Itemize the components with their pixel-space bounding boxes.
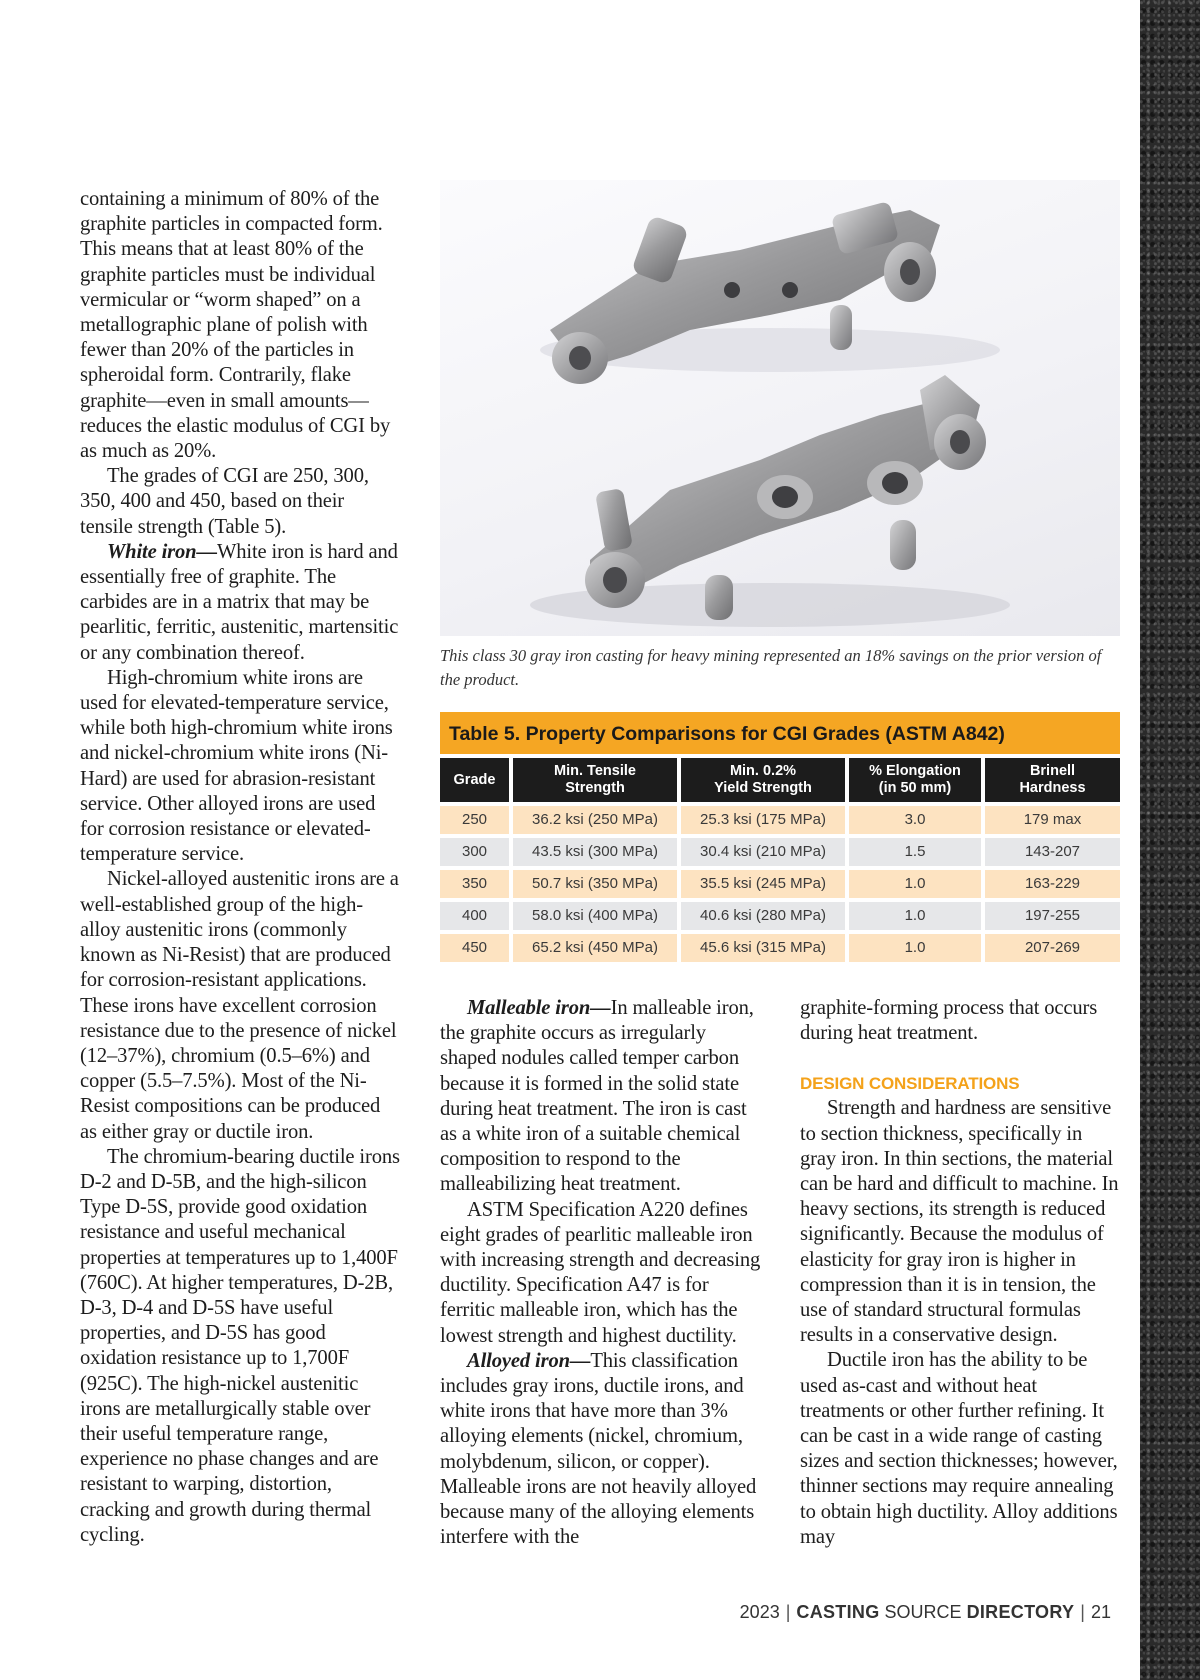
- footer-pub-directory: DIRECTORY: [966, 1602, 1075, 1622]
- paragraph-malleable-iron: Malleable iron—In malleable iron, the graphite occurs as irregularly shaped nodules called temper carbon because it is formed in the solid state during heat treatment. The iron is cast as a white iron of a suitable chemical composition to respond to the malleabilizing heat treatment.: [440, 997, 754, 1196]
- table-cell: 40.6 ksi (280 MPa): [681, 902, 845, 930]
- granite-page-edge: [1140, 0, 1200, 1680]
- gray-iron-casting-image: [440, 180, 1120, 636]
- table-cell: 179 max: [985, 806, 1120, 834]
- column-header-grade: Grade: [440, 758, 509, 802]
- footer-year: 2023: [739, 1602, 780, 1622]
- table-cell: 350: [440, 870, 509, 898]
- table-cell: 3.0: [849, 806, 981, 834]
- property-comparison-table: [440, 712, 1120, 962]
- paragraph: The chromium-bearing ductile irons D-2 and D-5B, and the high-silicon Type D-5S, provide good oxidation resistance and useful mechanical properties at temperatures up to 1,400F (760C). At higher temperatures, D-2B, D-3, D-4 and D-5S have useful properties, and D-5S has good oxidation resistance up to 1,700F (925C). The high-nickel austenitic irons are metallurgically stable over their useful temperature range, experience no phase changes and are resistant to warping, distortion, cracking and growth during thermal cycling.: [80, 1145, 400, 1546]
- footer-pub-source: SOURCE: [884, 1602, 962, 1622]
- table-cell: 163-229: [985, 870, 1120, 898]
- text-column-left: [80, 187, 400, 1548]
- paragraph: ASTM Specification A220 defines eight grades of pearlitic malleable iron with increasing strength and decreasing ductility. Specification A47 is for ferritic malleable iron, which has the lowest strength and highest ductility.: [440, 1198, 761, 1347]
- paragraph: Nickel-alloyed austenitic irons are a well-established group of the high-alloy austenitic irons (commonly known as Ni-Resist) that are produced for corrosion-resistant applications. These irons have excellent corrosion resistance due to the presence of nickel (12–37%), chromium (0.5–6%) and copper (5.5–7.5%). Most of the Ni-Resist compositions can be produced as either gray or ductile iron.: [80, 868, 399, 1143]
- text-column-right: [800, 996, 1122, 1550]
- page-footer: 2023 | CASTING SOURCE DIRECTORY | 21: [739, 1602, 1111, 1622]
- column-header-yield: Min. 0.2% Yield Strength: [681, 758, 845, 802]
- run-in-heading: White iron—: [107, 540, 217, 563]
- paragraph: Ductile iron has the ability to be used as-cast and without heat treatments or other further refining. It can be cast in a wide range of casting sizes and section thicknesses; however, thinner sections may require annealing to obtain high ductility. Alloy additions may: [800, 1349, 1118, 1548]
- table-cell: 43.5 ksi (300 MPa): [513, 838, 677, 866]
- table-cell: 65.2 ksi (450 MPa): [513, 934, 677, 962]
- column-header-elongation: % Elongation (in 50 mm): [849, 758, 981, 802]
- paragraph-white-iron: White iron—White iron is hard and essentially free of graphite. The carbides are in a matrix that may be pearlitic, ferritic, austenitic, martensitic or any combination thereof.: [80, 540, 399, 664]
- table-cell: 450: [440, 934, 509, 962]
- paragraph-alloyed-iron: Alloyed iron—This classification includes gray irons, ductile irons, and white irons that have more than 3% alloying elements (nickel, chromium, molybdenum, silicon, or copper). Malleable irons are not heavily alloyed because many of the alloying elements interfere with the: [440, 1349, 757, 1549]
- table-cell: 1.0: [849, 870, 981, 898]
- run-in-heading: Alloyed iron—: [467, 1349, 591, 1372]
- table-cell: 30.4 ksi (210 MPa): [681, 838, 845, 866]
- table-cell: 50.7 ksi (350 MPa): [513, 870, 677, 898]
- footer-pub-casting: CASTING: [796, 1602, 880, 1622]
- table-cell: 207-269: [985, 934, 1120, 962]
- column-header-hardness: Brinell Hardness: [985, 758, 1120, 802]
- table-cell: 35.5 ksi (245 MPa): [681, 870, 845, 898]
- paragraph: graphite-forming process that occurs during heat treatment.: [800, 997, 1098, 1045]
- page-number: 21: [1090, 1602, 1111, 1622]
- table-cell: 1.0: [849, 902, 981, 930]
- casting-photo: [440, 180, 1120, 636]
- table-cell: 300: [440, 838, 509, 866]
- table-cell: 250: [440, 806, 509, 834]
- table-cell: 25.3 ksi (175 MPa): [681, 806, 845, 834]
- paragraph: Strength and hardness are sensitive to section thickness, specifically in gray iron. In thin sections, the material can be hard and difficult to machine. In heavy sections, its strength is reduced significantly. Because the modulus of elasticity for gray iron is higher in compression than it is in tension, the use of standard structural formulas results in a conservative design.: [800, 1097, 1119, 1347]
- table-cell: 1.5: [849, 838, 981, 866]
- table-cell: 197-255: [985, 902, 1120, 930]
- table-cell: 36.2 ksi (250 MPa): [513, 806, 677, 834]
- paragraph: The grades of CGI are 250, 300, 350, 400 and 450, based on their tensile strength (Table 5).: [80, 465, 369, 538]
- table-cell: 45.6 ksi (315 MPa): [681, 934, 845, 962]
- text-column-middle: [440, 996, 762, 1550]
- table-cell: 143-207: [985, 838, 1120, 866]
- table-cell: 58.0 ksi (400 MPa): [513, 902, 677, 930]
- paragraph: containing a minimum of 80% of the graphite particles in compacted form. This means that at least 80% of the graphite particles must be individual vermicular or “worm shaped” on a metallographic plane of polish with fewer than 20% of the particles in spheroidal form. Contrarily, flake graphite—even in small amounts—reduces the elastic modulus of CGI by as much as 20%.: [80, 188, 391, 463]
- table-cell: 400: [440, 902, 509, 930]
- section-heading: DESIGN CONSIDERATIONS: [800, 1074, 1020, 1094]
- table-cell: 1.0: [849, 934, 981, 962]
- column-header-tensile: Min. Tensile Strength: [513, 758, 677, 802]
- run-in-heading: Malleable iron—: [467, 997, 611, 1019]
- paragraph: High-chromium white irons are used for elevated-temperature service, while both high-chromium white irons and nickel-chromium white irons (Ni-Hard) are used for abrasion-resistant service. Other alloyed irons are used for corrosion resistance or elevated-temperature service.: [80, 666, 393, 866]
- table-title: Table 5. Property Comparisons for CGI Grades (ASTM A842): [440, 712, 1120, 754]
- table-grid: [440, 758, 1120, 962]
- photo-caption: This class 30 gray iron casting for heavy mining represented an 18% savings on the prior version of the product.: [440, 646, 1102, 689]
